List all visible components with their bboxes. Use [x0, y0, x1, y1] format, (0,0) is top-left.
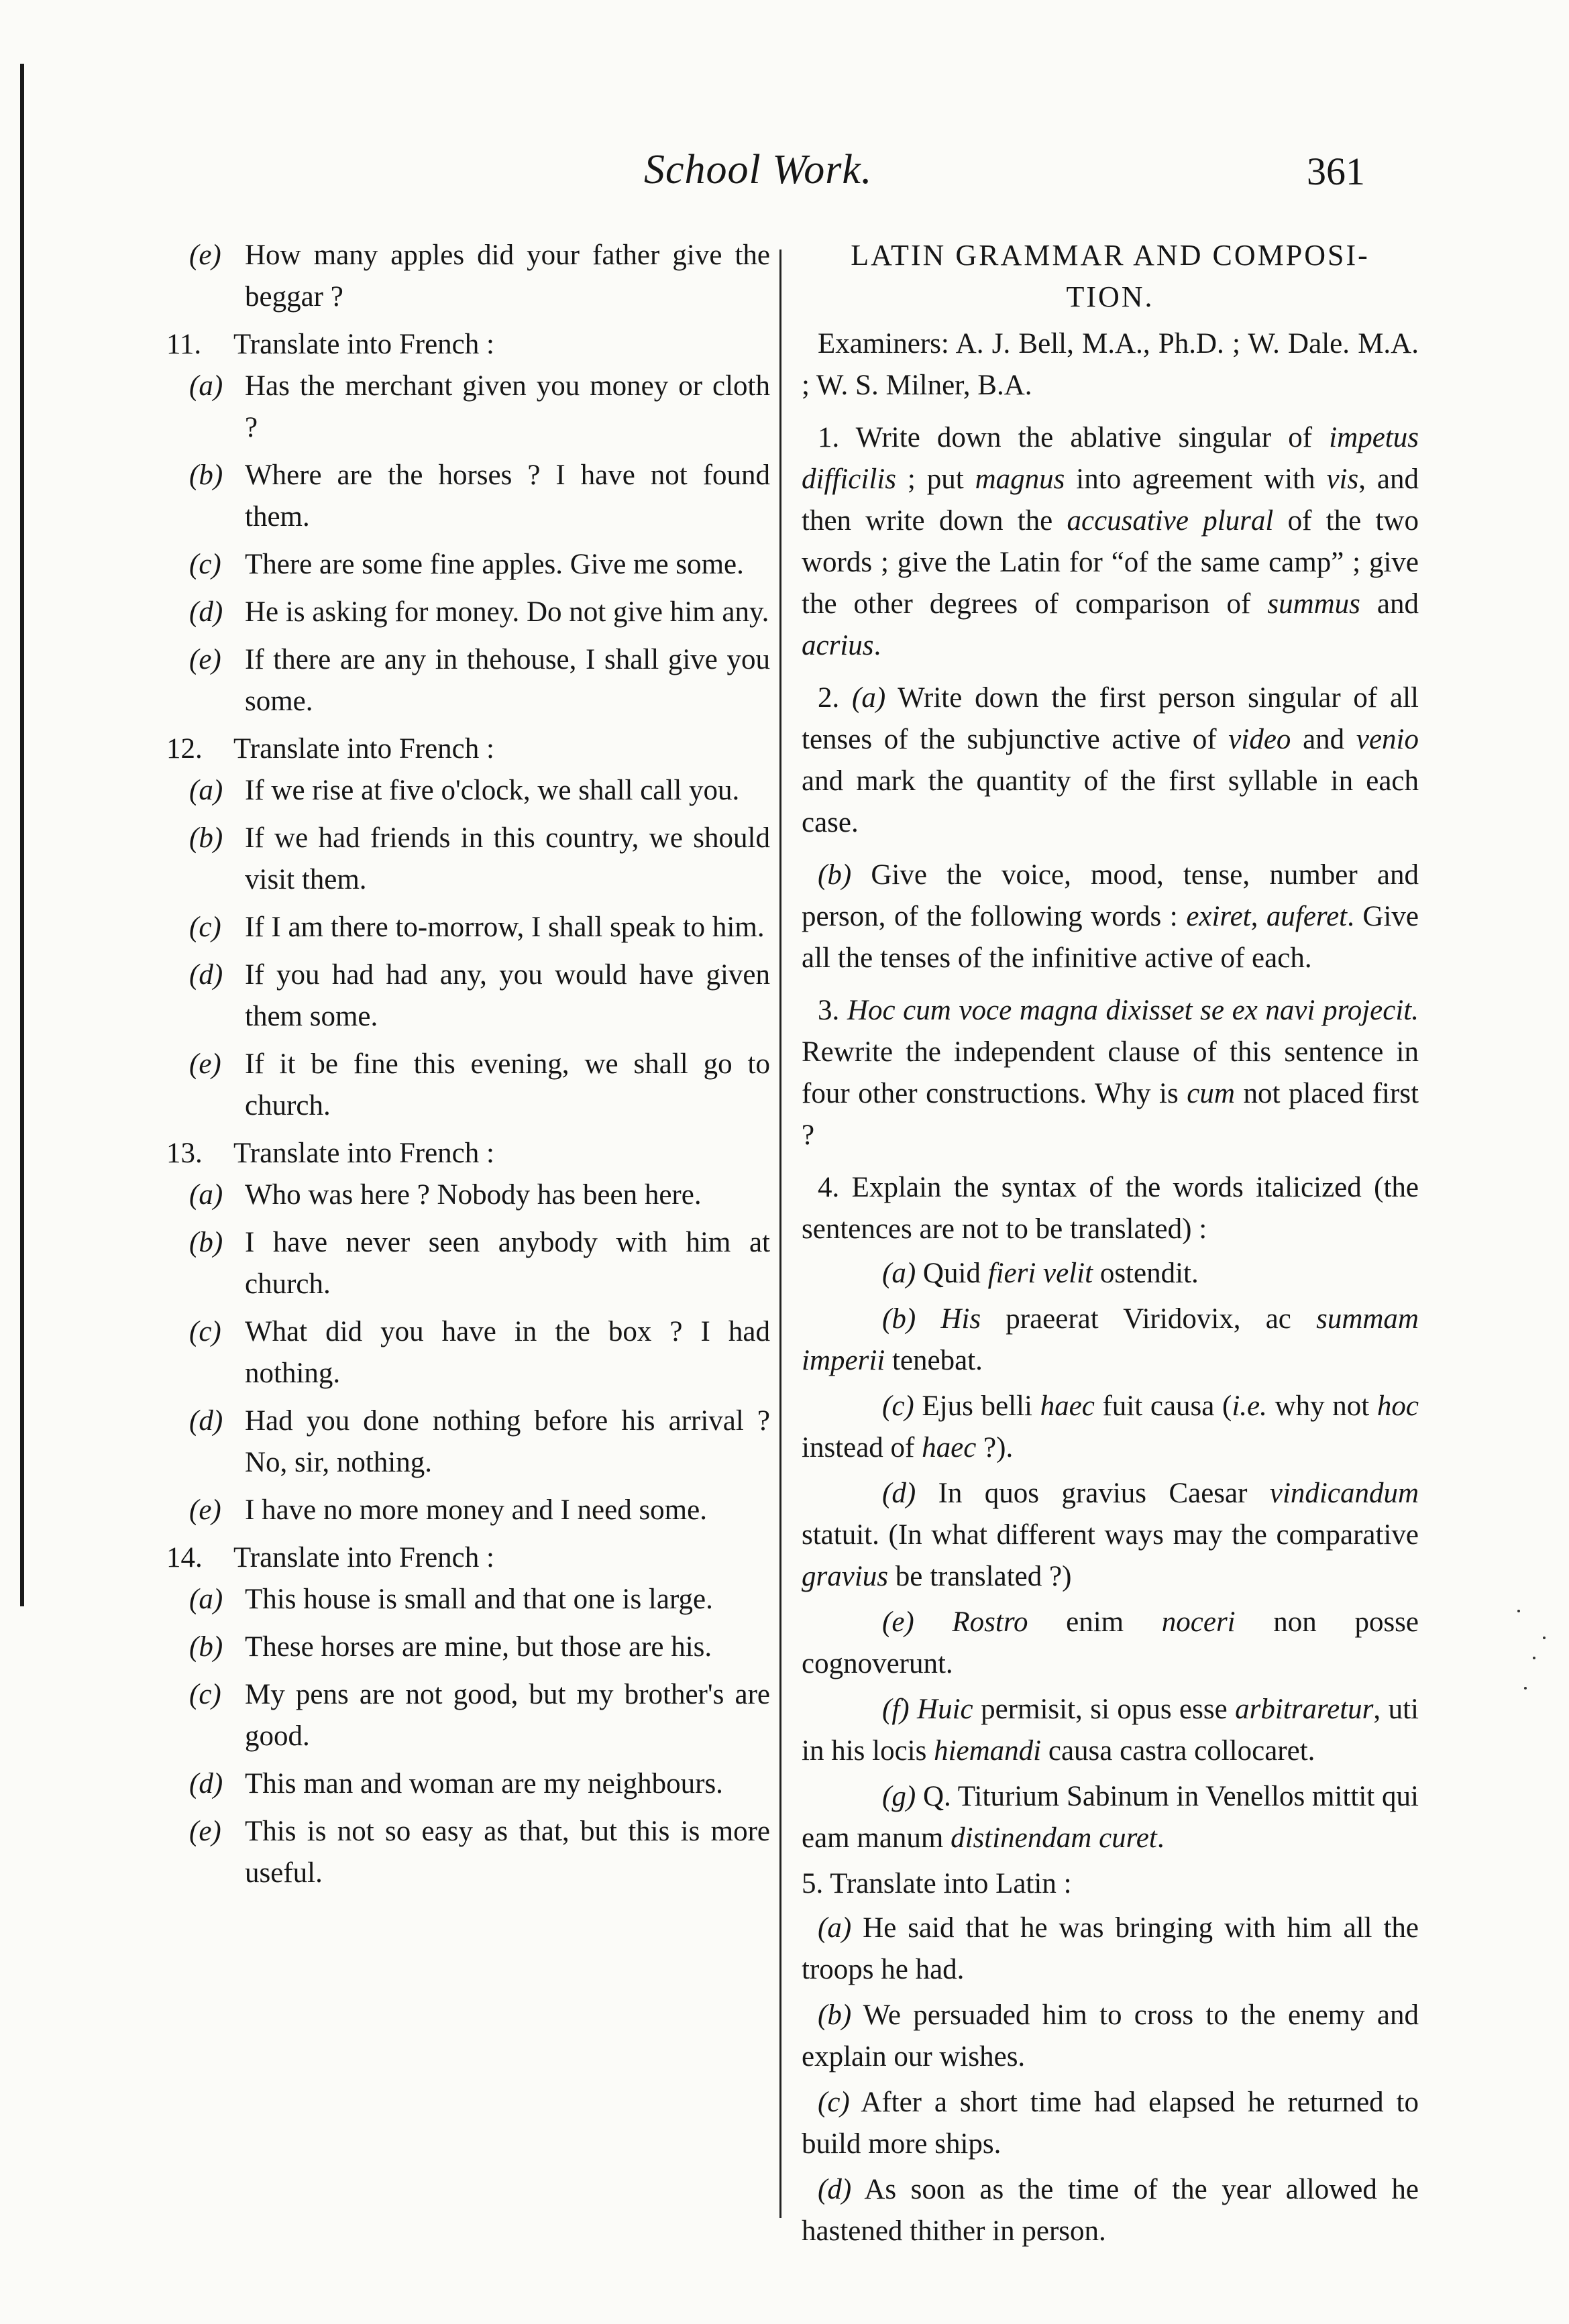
item-label: (d)	[189, 1768, 223, 1800]
question-title-text: Translate into French :	[233, 1542, 494, 1573]
scan-speck	[1533, 1657, 1535, 1659]
italic-run: exiret, auferet	[1186, 901, 1348, 932]
italic-run: noceri	[1161, 1606, 1236, 1638]
item-label: (e)	[189, 1816, 221, 1847]
item-label: (c)	[189, 911, 221, 943]
column-rule	[779, 250, 781, 2218]
item-label: (a)	[189, 370, 223, 402]
item-label: (c)	[189, 1679, 221, 1710]
list-item	[181, 592, 770, 633]
list-item	[802, 1907, 1419, 1991]
text-run: .	[1156, 1822, 1165, 1854]
question-group	[166, 1537, 770, 1894]
text-run: Rewrite the independent clause of this sentence in four other constructions. Why is	[802, 1036, 1419, 1109]
right-column	[802, 235, 1419, 2256]
question-number: 12.	[166, 733, 203, 765]
text-run: Ejus belli	[922, 1390, 1040, 1422]
italic-run: acrius	[802, 630, 874, 661]
text-run: fuit causa (	[1094, 1390, 1232, 1422]
page-edge-line	[20, 64, 24, 1606]
question-title-text: Translate into French :	[233, 1138, 494, 1169]
list-item	[181, 770, 770, 812]
list-item	[181, 1674, 770, 1757]
question-title	[166, 324, 770, 366]
question-title	[166, 1133, 770, 1174]
text-run: Give the voice, mood, tense, number and person, of the following words :	[802, 859, 1419, 932]
item-label: (d)	[189, 1405, 223, 1437]
page-number: 361	[1307, 150, 1365, 193]
list-item	[181, 455, 770, 538]
question-number: 13.	[166, 1138, 203, 1169]
item-text: If we had friends in this country, we should visit them.	[245, 822, 770, 895]
italic-run: fieri velit	[987, 1258, 1093, 1289]
item-text: My pens are not good, but my brother's are good.	[245, 1679, 770, 1752]
text-run: causa castra collocaret.	[1041, 1735, 1315, 1767]
question-2a	[802, 677, 1419, 844]
text-run: non posse cognoverunt.	[802, 1606, 1419, 1679]
item-text: If there are any in thehouse, I shall give you some.	[245, 644, 770, 717]
list-item	[181, 1311, 770, 1394]
item-label: (a)	[852, 682, 886, 714]
list-item	[181, 954, 770, 1038]
item-label: (d)	[189, 959, 223, 991]
list-item	[181, 1222, 770, 1305]
item-text: There are some fine apples. Give me some.	[245, 549, 744, 580]
section-heading-line2: TION.	[1066, 280, 1154, 313]
text-run: enim	[1028, 1606, 1162, 1638]
question-title-text: Translate into French :	[233, 733, 494, 765]
text-run: Write down the first person singular of all tenses of the subjunctive active of	[802, 682, 1419, 755]
item-label: (f)	[882, 1694, 910, 1725]
item-label: (b)	[818, 1999, 852, 2031]
list-item	[181, 1400, 770, 1484]
italic-run: haec	[922, 1432, 977, 1463]
item-label: (b)	[189, 1631, 223, 1663]
list-item	[181, 235, 770, 318]
question-number: 11.	[166, 329, 202, 360]
question-number: 4.	[818, 1172, 840, 1203]
text-run: not placed first ?	[802, 1078, 1419, 1151]
italic-run: impetus difficilis	[802, 422, 1419, 495]
item-label: (g)	[882, 1781, 916, 1812]
text-run: Write down the ablative singular of	[855, 422, 1330, 453]
item-text: If we rise at five o'clock, we shall call you.	[245, 775, 740, 806]
question-number: 14.	[166, 1542, 203, 1573]
item-label: (e)	[189, 1048, 221, 1080]
question-title	[166, 1537, 770, 1579]
item-label: (a)	[189, 1179, 223, 1211]
question-group	[166, 1133, 770, 1531]
italic-run: arbitraretur	[1235, 1694, 1374, 1725]
item-text: As soon as the time of the year allowed he hastened thither in person.	[802, 2174, 1419, 2247]
list-item	[802, 2169, 1419, 2252]
italic-run: i.e.	[1232, 1390, 1267, 1422]
question-title-text: Translate into French :	[233, 329, 494, 360]
item-text: Has the merchant given you money or cloth ?	[245, 370, 770, 443]
italic-run: vis	[1326, 463, 1359, 495]
text-run: Q. Titurium Sabinum in Venellos mittit qui eam manum	[802, 1781, 1419, 1854]
item-text: Who was here ? Nobody has been here.	[245, 1179, 702, 1211]
list-item	[181, 1763, 770, 1805]
item-text: How many apples did your father give the beggar ?	[245, 239, 770, 313]
text-run: why not	[1266, 1390, 1377, 1422]
text-run: ostendit.	[1093, 1258, 1199, 1289]
text-run: Quid	[922, 1258, 988, 1289]
italic-run: cum	[1187, 1078, 1235, 1109]
question-5	[802, 1863, 1419, 1905]
question-4e	[802, 1602, 1419, 1685]
italic-run: video	[1228, 724, 1291, 755]
italic-run: His	[940, 1303, 981, 1335]
item-text: Had you done nothing before his arrival ? No, sir, nothing.	[245, 1405, 770, 1478]
examiners-line: Examiners: A. J. Bell, M.A., Ph.D. ; W. Dale. M.A. ; W. S. Milner, B.A.	[802, 328, 1419, 401]
item-text: He is asking for money. Do not give him any.	[245, 596, 769, 628]
question-4d	[802, 1473, 1419, 1598]
left-column	[166, 235, 770, 1900]
text-run: and mark the quantity of the first syllable in each case.	[802, 765, 1419, 838]
question-2b	[802, 854, 1419, 979]
item-text: This house is small and that one is large.	[245, 1584, 713, 1615]
item-label: (a)	[189, 1584, 223, 1615]
italic-run: Hoc cum voce magna dixisset se ex navi projecit.	[847, 995, 1419, 1026]
text-run: statuit. (In what different ways may the comparative	[802, 1519, 1419, 1551]
list-item	[181, 1579, 770, 1620]
scan-speck	[1517, 1610, 1520, 1612]
list-item	[181, 1174, 770, 1216]
text-run: , uti in his locis	[802, 1694, 1419, 1767]
text-run: and	[1291, 724, 1356, 755]
item-text: This is not so easy as that, but this is more useful.	[245, 1816, 770, 1889]
item-text: He said that he was bringing with him all the troops he had.	[802, 1912, 1419, 1985]
text-run: permisit, si opus esse	[973, 1694, 1236, 1725]
list-item	[181, 639, 770, 722]
item-label: (d)	[882, 1478, 916, 1509]
text-run: ?).	[976, 1432, 1014, 1463]
question-3	[802, 990, 1419, 1156]
italic-run: summam imperii	[802, 1303, 1419, 1376]
question-4b	[802, 1298, 1419, 1382]
item-text: What did you have in the box ? I had nothing.	[245, 1316, 770, 1389]
list-item	[802, 1995, 1419, 2078]
text-run: and	[1360, 588, 1419, 620]
item-label: (c)	[189, 549, 221, 580]
item-label: (b)	[189, 1227, 223, 1258]
item-text: These horses are mine, but those are his.	[245, 1631, 712, 1663]
question-4g	[802, 1776, 1419, 1859]
item-label: (c)	[818, 2087, 850, 2118]
item-label: (e)	[189, 644, 221, 675]
italic-run: vindicandum	[1269, 1478, 1419, 1509]
italic-run: haec	[1040, 1390, 1095, 1422]
italic-run: Rostro	[952, 1606, 1028, 1638]
italic-run: distinendam curet	[951, 1822, 1157, 1854]
italic-run: venio	[1356, 724, 1419, 755]
item-text: I have no more money and I need some.	[245, 1494, 707, 1526]
item-text: If you had had any, you would have given them some.	[245, 959, 770, 1032]
italic-run: gravius	[802, 1561, 888, 1592]
item-label: (a)	[189, 775, 223, 806]
item-label: (a)	[818, 1912, 852, 1944]
question-4	[802, 1167, 1419, 1250]
question-title	[166, 728, 770, 770]
question-group	[166, 324, 770, 722]
item-text: After a short time had elapsed he returned to build more ships.	[802, 2087, 1419, 2160]
scan-speck	[1524, 1687, 1527, 1690]
list-item	[181, 1626, 770, 1668]
text-run: .	[873, 630, 881, 661]
item-text: If I am there to-morrow, I shall speak to him.	[245, 911, 765, 943]
question-5-items	[802, 1907, 1419, 2252]
item-text: We persuaded him to cross to the enemy and explain our wishes.	[802, 1999, 1419, 2072]
question-number: 1.	[818, 422, 840, 453]
question-group	[166, 728, 770, 1127]
question-4f	[802, 1689, 1419, 1772]
item-label: (a)	[882, 1258, 916, 1289]
item-label: (c)	[882, 1390, 914, 1422]
text-run: be translated ?)	[888, 1561, 1072, 1592]
list-item	[181, 818, 770, 901]
question-number: 2.	[818, 682, 840, 714]
question-number: 5.	[802, 1868, 824, 1899]
list-item	[181, 544, 770, 586]
question-list	[166, 324, 770, 1894]
item-label: (d)	[818, 2174, 852, 2205]
italic-run: accusative plural	[1067, 505, 1274, 537]
list-item	[181, 907, 770, 948]
question-1	[802, 417, 1419, 667]
italic-run: hiemandi	[934, 1735, 1042, 1767]
list-item	[181, 1044, 770, 1127]
item-label: (e)	[189, 239, 221, 271]
list-item	[181, 1811, 770, 1894]
text-run: instead of	[802, 1432, 922, 1463]
item-label: (b)	[882, 1303, 916, 1335]
item-label: (b)	[189, 459, 223, 491]
item-text: Where are the horses ? I have not found them.	[245, 459, 770, 533]
question-4c	[802, 1386, 1419, 1469]
item-text: This man and woman are my neighbours.	[245, 1768, 723, 1800]
text-run: ; put	[896, 463, 975, 495]
text-run: of the two words ; give the Latin for “of the same camp” ; give the other degrees of comparison of	[802, 505, 1419, 620]
item-label: (d)	[189, 596, 223, 628]
list-item	[181, 1490, 770, 1531]
question-number: 3.	[818, 995, 840, 1026]
italic-run: summus	[1267, 588, 1360, 620]
item-text: If it be fine this evening, we shall go to church.	[245, 1048, 770, 1121]
running-head: School Work.	[644, 147, 873, 192]
question-4a	[802, 1253, 1419, 1294]
section-heading-line1: LATIN GRAMMAR AND COMPOSI-	[851, 239, 1370, 272]
section-heading	[802, 235, 1419, 318]
question-title: Translate into Latin :	[830, 1868, 1072, 1899]
item-label: (b)	[189, 822, 223, 854]
item-label: (c)	[189, 1316, 221, 1347]
question-text: Explain the syntax of the words italicized (the sentences are not to be translated) :	[802, 1172, 1419, 1245]
scan-speck	[1543, 1637, 1546, 1639]
list-item	[802, 2082, 1419, 2165]
item-text: I have never seen anybody with him at church.	[245, 1227, 770, 1300]
italic-run: magnus	[975, 463, 1065, 495]
text-run: into agreement with	[1065, 463, 1327, 495]
text-run: , and then write down the	[802, 463, 1419, 537]
item-label: (b)	[818, 859, 852, 891]
text-run: praeerat Viridovix, ac	[981, 1303, 1317, 1335]
text-run: tenebat.	[885, 1345, 983, 1376]
item-label: (e)	[882, 1606, 914, 1638]
list-item	[181, 366, 770, 449]
item-label: (e)	[189, 1494, 221, 1526]
text-run: . Give all the tenses of the infinitive active of each.	[802, 901, 1419, 974]
italic-run: Huic	[917, 1694, 973, 1725]
italic-run: hoc	[1376, 1390, 1419, 1422]
text-run: In quos gravius Caesar	[938, 1478, 1270, 1509]
